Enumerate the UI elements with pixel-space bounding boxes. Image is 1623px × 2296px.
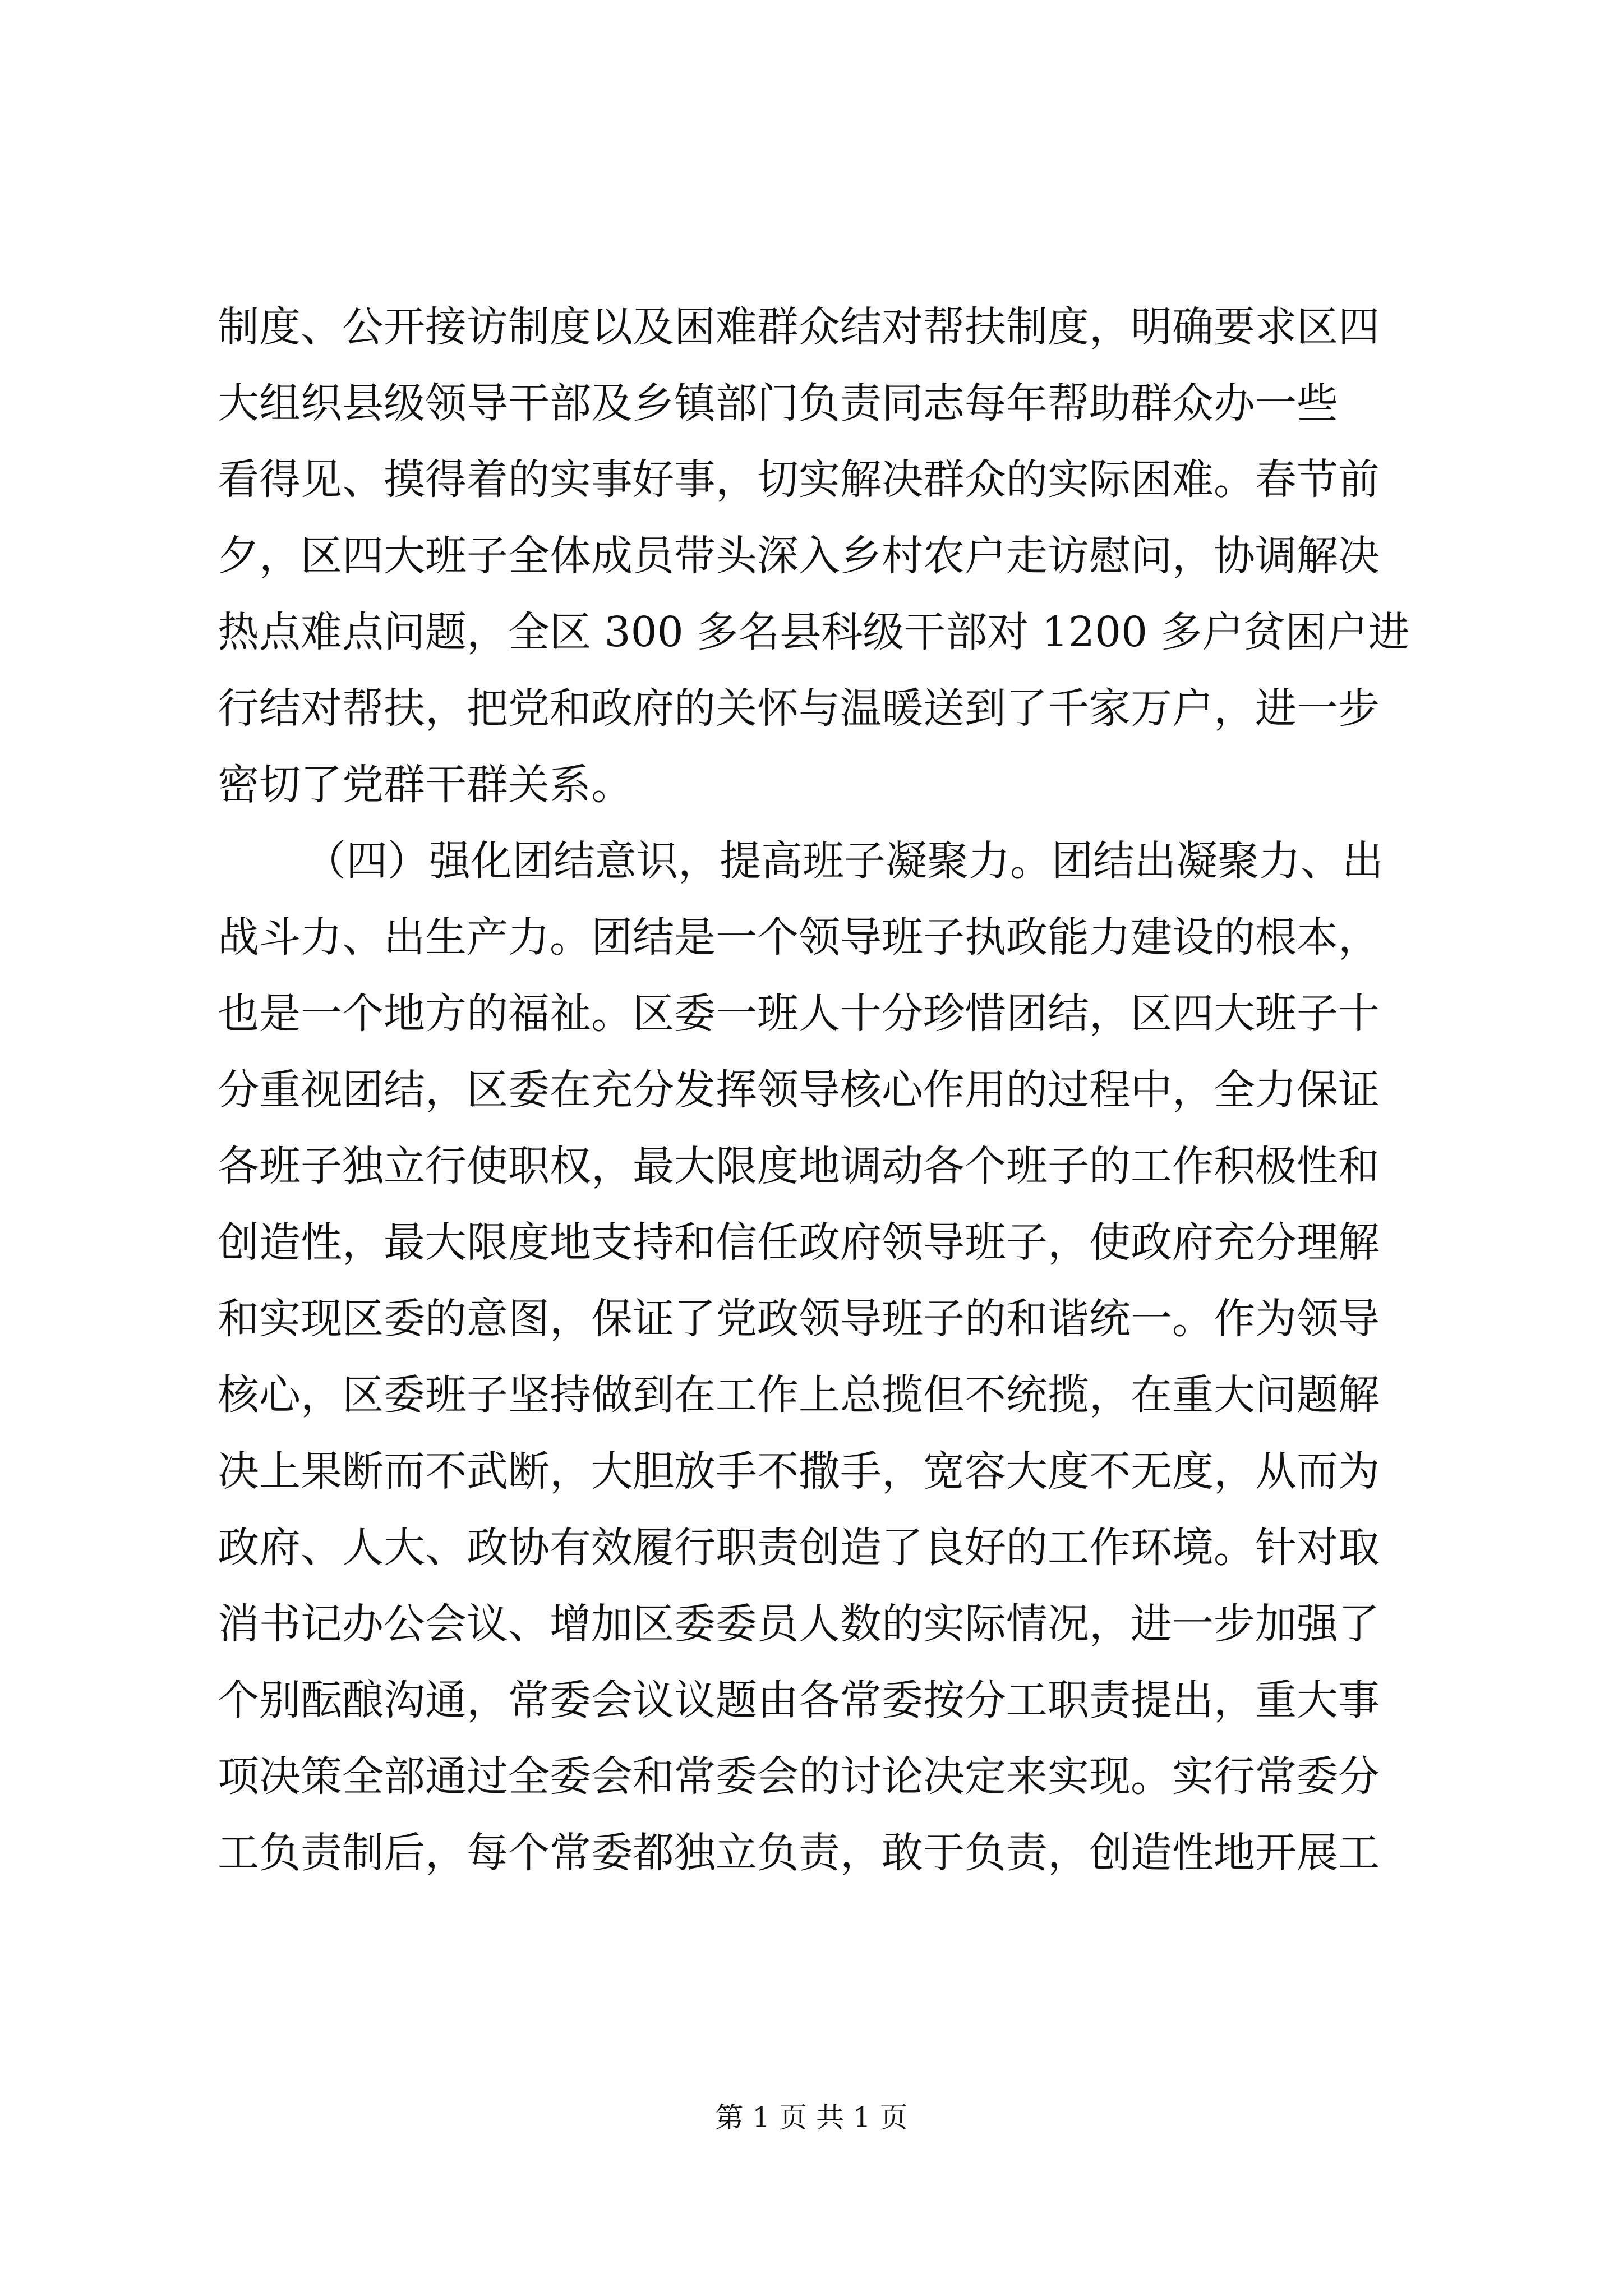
text-line: 政府、人大、政协有效履行职责创造了良好的工作环境。针对取 xyxy=(218,1524,1380,1572)
text-line: 核心，区委班子坚持做到在工作上总揽但不统揽，在重大问题解 xyxy=(218,1371,1380,1419)
text-line: 决上果断而不武断，大胆放手不撒手，宽容大度不无度，从而为 xyxy=(218,1447,1380,1496)
text-line: 消书记办公会议、增加区委委员人数的实际情况，进一步加强了 xyxy=(218,1600,1380,1648)
text-line: 夕，区四大班子全体成员带头深入乡村农户走访慰问，协调解决 xyxy=(218,532,1380,580)
page-footer xyxy=(0,2098,1623,2137)
text-line: 个别酝酿沟通，常委会议议题由各常委按分工职责提出，重大事 xyxy=(218,1676,1380,1724)
text-line: 工负责制后，每个常委都独立负责，敢于负责，创造性地开展工 xyxy=(218,1829,1380,1877)
text-line: 项决策全部通过全委会和常委会的讨论决定来实现。实行常委分 xyxy=(218,1752,1380,1801)
section-heading-line: （四）强化团结意识，提高班子凝聚力。团结出凝聚力、出 xyxy=(305,837,1384,885)
text-line: 看得见、摸得着的实事好事，切实解决群众的实际困难。春节前 xyxy=(218,455,1380,504)
text-line: 热点难点问题，全区 300 多名县科级干部对 1200 多户贫困户进 xyxy=(218,608,1410,656)
text-line: 大组织县级领导干部及乡镇部门负责同志每年帮助群众办一些 xyxy=(218,379,1338,427)
text-line: 和实现区委的意图，保证了党政领导班子的和谐统一。作为领导 xyxy=(218,1295,1380,1343)
page-number-label: 第 1 页 共 1 页 xyxy=(715,2101,908,2134)
text-line: 各班子独立行使职权，最大限度地调动各个班子的工作积极性和 xyxy=(218,1142,1380,1190)
text-line: 行结对帮扶，把党和政府的关怀与温暖送到了千家万户，进一步 xyxy=(218,684,1380,733)
text-line: 制度、公开接访制度以及困难群众结对帮扶制度，明确要求区四 xyxy=(218,303,1380,351)
body-text xyxy=(218,289,1418,1891)
text-line: 分重视团结，区委在充分发挥领导核心作用的过程中，全力保证 xyxy=(218,1066,1380,1114)
text-line: 创造性，最大限度地支持和信任政府领导班子，使政府充分理解 xyxy=(218,1218,1380,1267)
text-line: 密切了党群干群关系。 xyxy=(218,761,633,809)
text-line: 战斗力、出生产力。团结是一个领导班子执政能力建设的根本， xyxy=(218,913,1380,961)
text-line: 也是一个地方的福祉。区委一班人十分珍惜团结，区四大班子十 xyxy=(218,990,1380,1038)
